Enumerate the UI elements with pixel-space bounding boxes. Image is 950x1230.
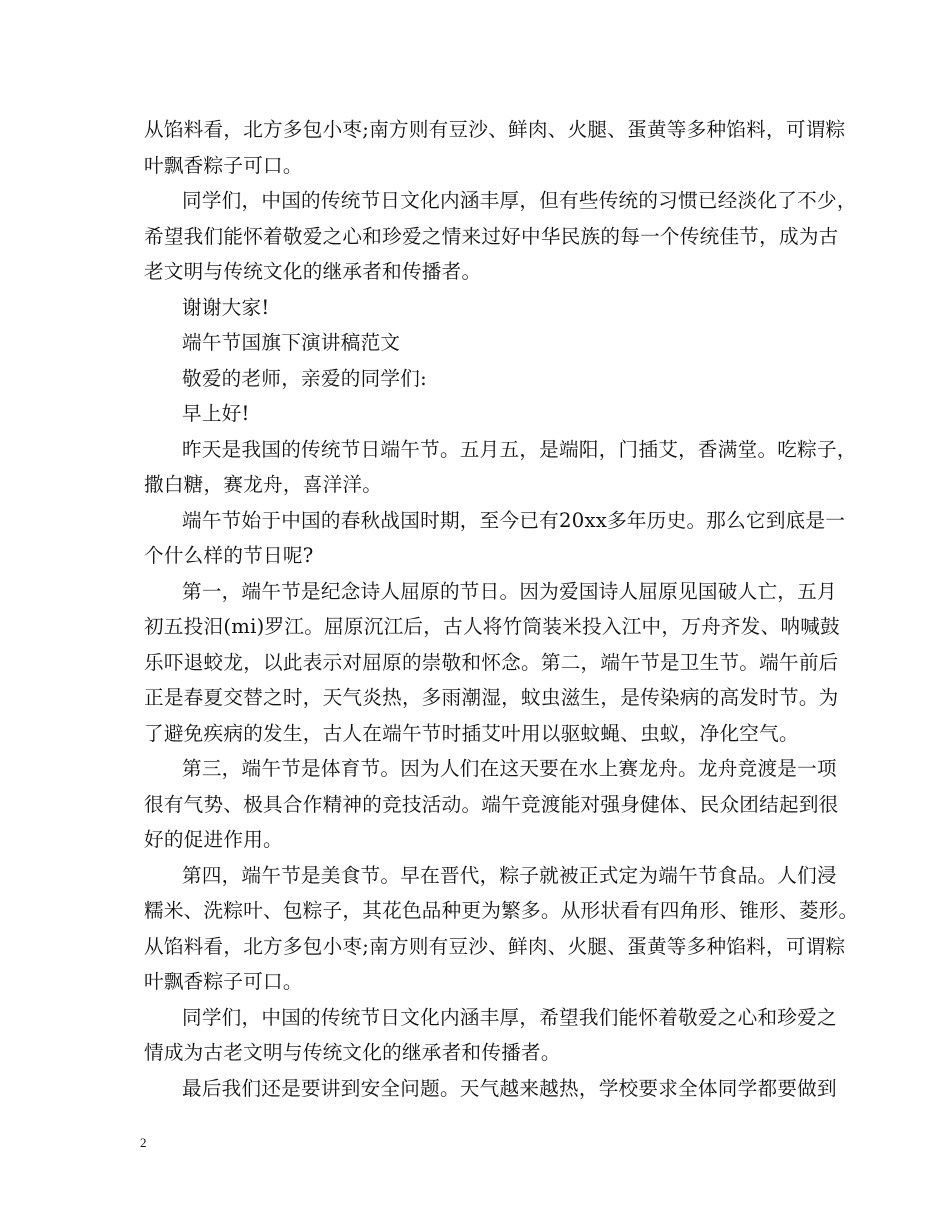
page-number: 2 xyxy=(140,1135,147,1150)
text-line: 从馅料看，北方多包小枣;南方则有豆沙、鲜肉、火腿、蛋黄等多种馅料，可谓粽 xyxy=(144,934,846,958)
text-line: 个什么样的节日呢? xyxy=(144,544,314,567)
text-line: 了避免疾病的发生，古人在端午节时插艾叶用以驱蚊蝇、虫蚁，净化空气。 xyxy=(144,721,799,745)
text-line: 糯米、洗粽叶、包粽子，其花色品种更为繁多。从形状看有四角形、锥形、菱形。 xyxy=(144,899,859,922)
text-line: 希望我们能怀着敬爱之心和珍爱之情来过好中华民族的每一个传统佳节，成为古 xyxy=(144,224,839,248)
text-line: 同学们，中国的传统节日文化内涵丰厚，希望我们能怀着敬爱之心和珍爱之 xyxy=(182,1005,837,1029)
text-line: 好的促进作用。 xyxy=(144,828,283,851)
text-line: 很有气势、极具合作精神的竞技活动。端午竞渡能对强身健体、民众团结起到很 xyxy=(144,792,839,816)
text-line: 初五投汨(mi)罗江。屈原沉江后，古人将竹筒装米投入江中，万舟齐发、呐喊鼓 xyxy=(144,615,840,638)
text-line: 老文明与传统文化的继承者和传播者。 xyxy=(144,260,482,283)
text-line: 正是春夏交替之时，天气炎热，多雨潮湿，蚊虫滋生，是传染病的高发时节。为 xyxy=(144,686,839,709)
text-line: 乐吓退蛟龙，以此表示对屈原的崇敬和怀念。第二，端午节是卫生节。端午前后 xyxy=(144,650,839,674)
text-line: 端午节始于中国的春秋战国时期，至今已有20xx多年历史。那么它到底是一 xyxy=(182,508,846,532)
salutation: 敬爱的老师，亲爱的同学们: xyxy=(182,366,427,390)
document-body xyxy=(144,112,859,1106)
text-line: 情成为古老文明与传统文化的继承者和传播者。 xyxy=(144,1041,561,1064)
text-line: 最后我们还是要讲到安全问题。天气越来越热，学校要求全体同学都要做到 xyxy=(182,1076,837,1100)
text-line: 第四，端午节是美食节。早在晋代，粽子就被正式定为端午节食品。人们浸 xyxy=(182,863,837,887)
speech-title: 端午节国旗下演讲稿范文 xyxy=(182,331,401,354)
text-line: 第一，端午节是纪念诗人屈原的节日。因为爱国诗人屈原见国破人亡，五月 xyxy=(182,579,837,603)
text-line: 同学们，中国的传统节日文化内涵丰厚，但有些传统的习惯已经淡化了不少， xyxy=(182,189,857,212)
closing-line: 谢谢大家! xyxy=(182,295,270,319)
text-line: 叶飘香粽子可口。 xyxy=(144,970,303,993)
greeting: 早上好! xyxy=(182,402,250,425)
text-line: 从馅料看，北方多包小枣;南方则有豆沙、鲜肉、火腿、蛋黄等多种馅料，可谓粽 xyxy=(144,118,846,141)
text-line: 昨天是我国的传统节日端午节。五月五，是端阳，门插艾，香满堂。吃粽子， xyxy=(182,437,857,461)
text-line: 第三，端午节是体育节。因为人们在这天要在水上赛龙舟。龙舟竞渡是一项 xyxy=(182,757,837,780)
text-line: 撒白糖，赛龙舟，喜洋洋。 xyxy=(144,473,383,496)
text-line: 叶飘香粽子可口。 xyxy=(144,153,303,177)
